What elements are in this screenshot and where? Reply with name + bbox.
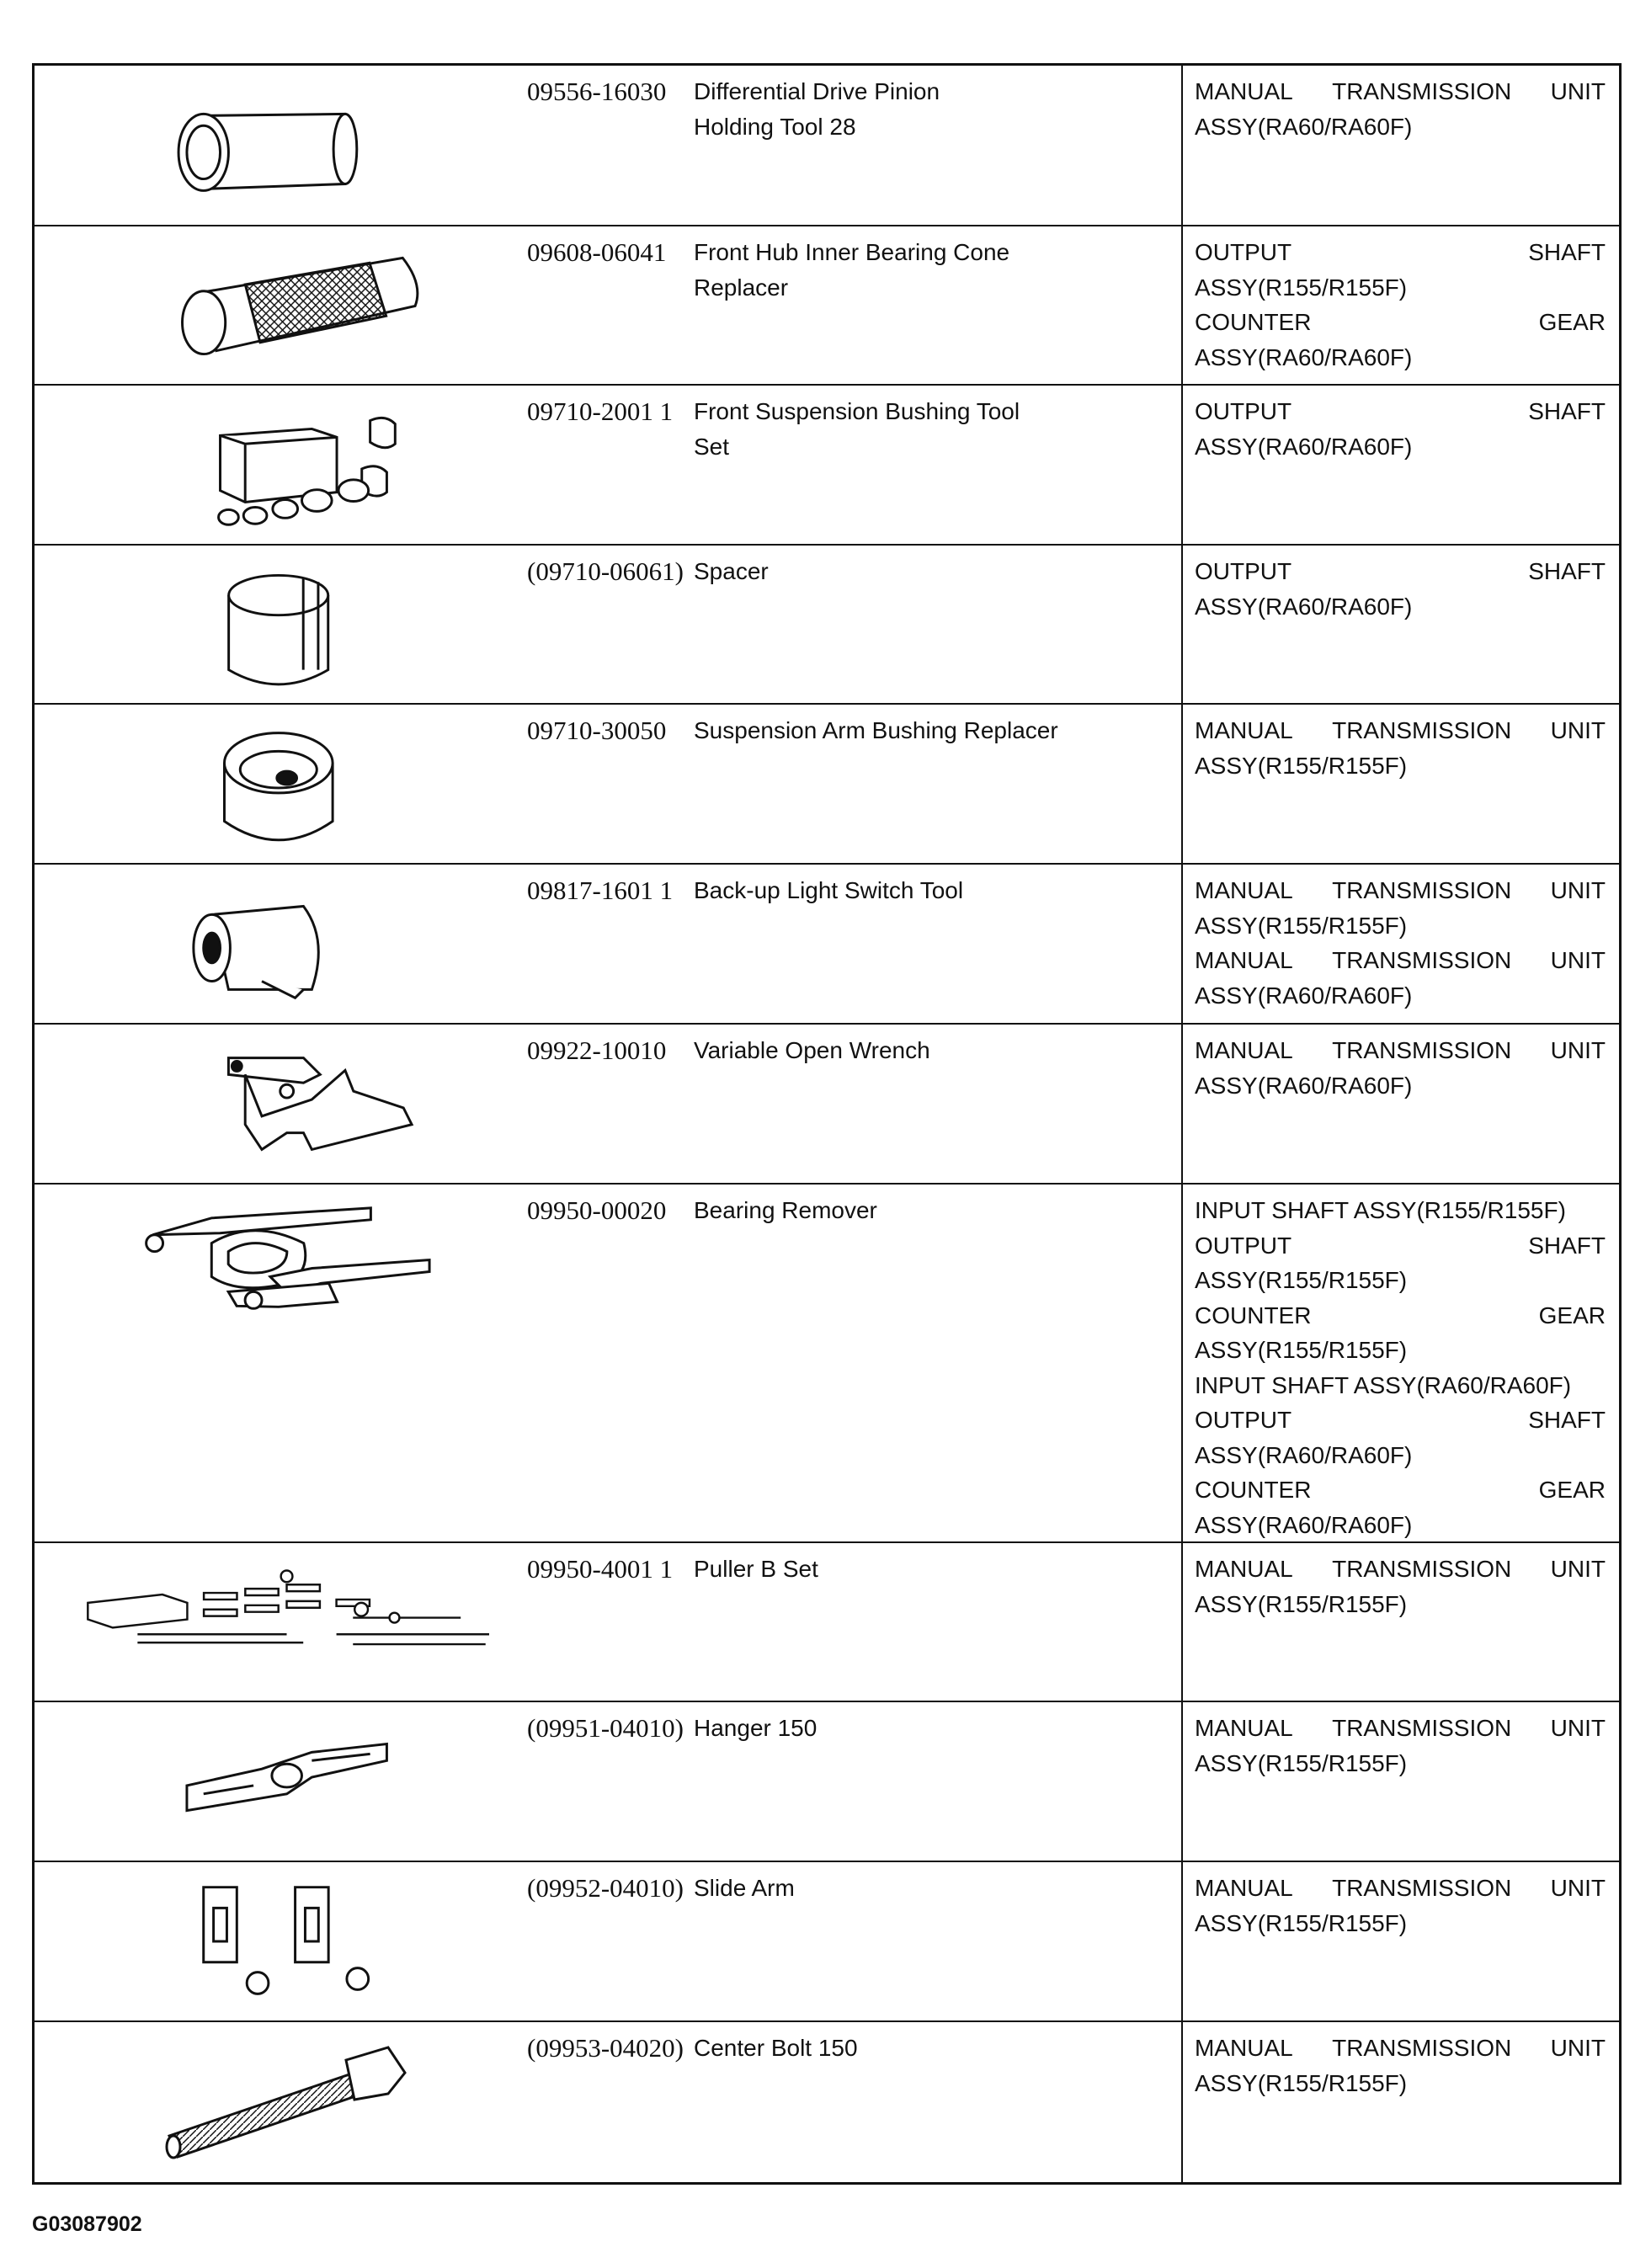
usage-word: MANUAL [1195,1037,1293,1063]
usage-line [1195,1472,1606,1508]
tool-row [35,865,1619,1025]
usage-word: UNIT [1550,1875,1606,1901]
usage-line [1195,1508,1606,1543]
usage-word: ASSY(RA60/RA60F) [1195,1072,1413,1099]
tool-usage [1181,386,1619,544]
tool-row [35,1543,1619,1702]
usage-line [1195,1263,1606,1298]
usage-line [1195,908,1606,944]
tool-name [691,1862,1181,2020]
tool-name [691,865,1181,1023]
usage-word: ASSY(RA60/RA60F) [1195,433,1413,460]
tool-usage [1181,1185,1619,1541]
usage-line [1195,2031,1606,2066]
usage-word: SHAFT [1528,1407,1606,1433]
usage-line [1195,270,1606,306]
open-wrench-icon [35,1025,489,1183]
usage-line [1195,235,1606,270]
tool-illustration [35,1702,489,1861]
part-number: 09710-2001 1 [527,397,674,426]
tool-name-line: Hanger 150 [694,1715,818,1741]
usage-word: TRANSMISSION [1332,2035,1512,2061]
bushing-replacer-icon [35,705,489,863]
usage-word: SHAFT [1528,239,1606,265]
usage-word: COUNTER [1195,309,1312,335]
part-number: (09953-04020) [527,2033,684,2063]
usage-word: ASSY(R155/R155F) [1195,1909,1408,1936]
part-number: (09952-04010) [527,1873,684,1903]
knurled-bar-icon [35,226,489,384]
tool-row [35,546,1619,705]
usage-line [1195,1403,1606,1438]
usage-line [1195,74,1606,109]
hanger-icon [35,1702,489,1861]
tool-name-line: Differential Drive Pinion [694,78,940,104]
part-number: 09710-30050 [527,716,667,745]
tool-row [35,226,1619,386]
tool-usage [1181,66,1619,225]
tool-usage [1181,1862,1619,2020]
usage-word: OUTPUT [1195,398,1292,424]
usage-word: ASSY(R155/R155F) [1195,274,1408,301]
puller-set-icon [35,1543,489,1701]
usage-line [1195,589,1606,625]
tool-usage [1181,1702,1619,1861]
tool-row [35,1862,1619,2022]
tool-usage [1181,226,1619,384]
usage-word: MANUAL [1195,1556,1293,1582]
tool-name [691,2022,1181,2182]
part-number: 09608-06041 [527,237,667,267]
tool-row [35,1702,1619,1862]
usage-word: INPUT SHAFT ASSY(R155/R155F) [1195,1197,1566,1223]
usage-word: OUTPUT [1195,1232,1292,1259]
usage-word: SHAFT [1528,558,1606,584]
usage-word: ASSY(R155/R155F) [1195,1590,1408,1617]
tool-name-line: Front Hub Inner Bearing Cone [694,239,1010,265]
usage-line [1195,1906,1606,1941]
usage-word: MANUAL [1195,2035,1293,2061]
tool-name-line: Suspension Arm Bushing Replacer [694,717,1058,743]
tool-illustration [35,1543,489,1701]
tool-name-line: Holding Tool 28 [694,114,856,140]
usage-line [1195,1587,1606,1622]
usage-line [1195,394,1606,429]
usage-word: TRANSMISSION [1332,947,1512,973]
tool-illustration [35,1025,489,1183]
usage-word: ASSY(R155/R155F) [1195,1749,1408,1776]
usage-word: TRANSMISSION [1332,877,1512,903]
spacer-ring-icon [35,546,489,703]
tool-row [35,386,1619,546]
usage-word: TRANSMISSION [1332,1037,1512,1063]
tool-usage [1181,705,1619,863]
tool-illustration [35,1185,489,1541]
tool-name-line: Back-up Light Switch Tool [694,877,964,903]
usage-word: ASSY(R155/R155F) [1195,1267,1408,1293]
tool-illustration [35,66,489,225]
tool-name [691,1025,1181,1183]
usage-line [1195,1871,1606,1906]
usage-word: GEAR [1538,1477,1606,1503]
tool-name-line: Puller B Set [694,1556,818,1582]
usage-word: ASSY(R155/R155F) [1195,752,1408,779]
bushing-tool-set-icon [35,386,489,544]
socket-icon [35,66,489,225]
tool-row [35,1025,1619,1185]
tool-name-line: Bearing Remover [694,1197,877,1223]
part-number: 09817-1601 1 [527,876,674,905]
usage-word: ASSY(RA60/RA60F) [1195,343,1413,370]
tool-name [691,226,1181,384]
usage-line [1195,713,1606,748]
tool-row [35,2022,1619,2182]
usage-word: MANUAL [1195,1715,1293,1741]
usage-word: OUTPUT [1195,239,1292,265]
part-number: 09922-10010 [527,1036,667,1065]
tool-usage [1181,1543,1619,1701]
tool-row [35,705,1619,865]
special-tools-table [32,63,1622,2185]
usage-word: UNIT [1550,877,1606,903]
tool-illustration [35,546,489,703]
usage-line [1195,748,1606,784]
usage-line [1195,1033,1606,1068]
usage-word: TRANSMISSION [1332,1875,1512,1901]
slide-arm-icon [35,1862,489,2020]
tool-name [691,546,1181,703]
usage-word: MANUAL [1195,78,1293,104]
tool-name [691,705,1181,863]
usage-line [1195,978,1606,1014]
tool-name [691,1185,1181,1541]
usage-word: ASSY(R155/R155F) [1195,1337,1408,1363]
usage-word: UNIT [1550,78,1606,104]
usage-word: COUNTER [1195,1302,1312,1328]
usage-word: UNIT [1550,2035,1606,2061]
usage-word: MANUAL [1195,717,1293,743]
part-number: 09950-4001 1 [527,1554,674,1584]
tool-name [691,386,1181,544]
tool-name-line: Center Bolt 150 [694,2035,858,2061]
usage-line [1195,1298,1606,1334]
usage-word: ASSY(R155/R155F) [1195,2069,1408,2096]
usage-word: ASSY(RA60/RA60F) [1195,982,1413,1009]
tool-illustration [35,705,489,863]
usage-line [1195,873,1606,908]
usage-word: MANUAL [1195,877,1293,903]
bearing-remover-icon [35,1185,489,1541]
tool-usage [1181,1025,1619,1183]
usage-line [1195,1746,1606,1781]
usage-line [1195,1333,1606,1368]
usage-word: UNIT [1550,1037,1606,1063]
usage-word: MANUAL [1195,1875,1293,1901]
center-bolt-icon [35,2022,489,2182]
tool-name-line: Variable Open Wrench [694,1037,930,1063]
usage-word: UNIT [1550,1556,1606,1582]
part-number: (09710-06061) [527,556,684,586]
usage-line [1195,1193,1606,1228]
usage-word: OUTPUT [1195,1407,1292,1433]
usage-word: ASSY(RA60/RA60F) [1195,1441,1413,1468]
usage-word: ASSY(RA60/RA60F) [1195,593,1413,620]
tool-illustration [35,386,489,544]
usage-line [1195,1711,1606,1746]
switch-tool-icon [35,865,489,1023]
part-number: 09556-16030 [527,77,667,106]
usage-word: ASSY(RA60/RA60F) [1195,1511,1413,1538]
usage-word: UNIT [1550,1715,1606,1741]
usage-line [1195,2066,1606,2101]
tool-name-line: Set [694,434,730,460]
tool-row [35,1185,1619,1543]
usage-line [1195,1368,1606,1403]
tool-name-line: Replacer [694,274,789,301]
part-number: 09950-00020 [527,1195,667,1225]
tool-name-line: Spacer [694,558,769,584]
usage-word: TRANSMISSION [1332,717,1512,743]
usage-line [1195,340,1606,375]
tool-usage [1181,865,1619,1023]
usage-word: ASSY(RA60/RA60F) [1195,113,1413,140]
tool-name [691,1702,1181,1861]
usage-word: UNIT [1550,717,1606,743]
usage-word: UNIT [1550,947,1606,973]
usage-line [1195,429,1606,465]
usage-word: ASSY(R155/R155F) [1195,912,1408,939]
usage-word: GEAR [1538,309,1606,335]
part-number: (09951-04010) [527,1713,684,1743]
usage-line [1195,1438,1606,1473]
usage-word: TRANSMISSION [1332,1715,1512,1741]
tool-illustration [35,1862,489,2020]
tool-name-line: Front Suspension Bushing Tool [694,398,1020,424]
usage-word: MANUAL [1195,947,1293,973]
usage-word: SHAFT [1528,398,1606,424]
tool-row [35,66,1619,226]
usage-line [1195,305,1606,340]
tool-usage [1181,546,1619,703]
usage-line [1195,943,1606,978]
usage-word: COUNTER [1195,1477,1312,1503]
usage-word: SHAFT [1528,1232,1606,1259]
usage-word: INPUT SHAFT ASSY(RA60/RA60F) [1195,1371,1572,1398]
usage-line [1195,109,1606,145]
usage-word: TRANSMISSION [1332,1556,1512,1582]
usage-word: TRANSMISSION [1332,78,1512,104]
figure-code: G03087902 [32,2212,142,2236]
usage-line [1195,1228,1606,1264]
tool-illustration [35,226,489,384]
usage-line [1195,1552,1606,1587]
usage-word: GEAR [1538,1302,1606,1328]
usage-line [1195,554,1606,589]
tool-illustration [35,2022,489,2182]
tool-illustration [35,865,489,1023]
tool-name [691,66,1181,225]
tool-name [691,1543,1181,1701]
usage-line [1195,1068,1606,1104]
tool-usage [1181,2022,1619,2182]
tool-name-line: Slide Arm [694,1875,795,1901]
usage-word: OUTPUT [1195,558,1292,584]
